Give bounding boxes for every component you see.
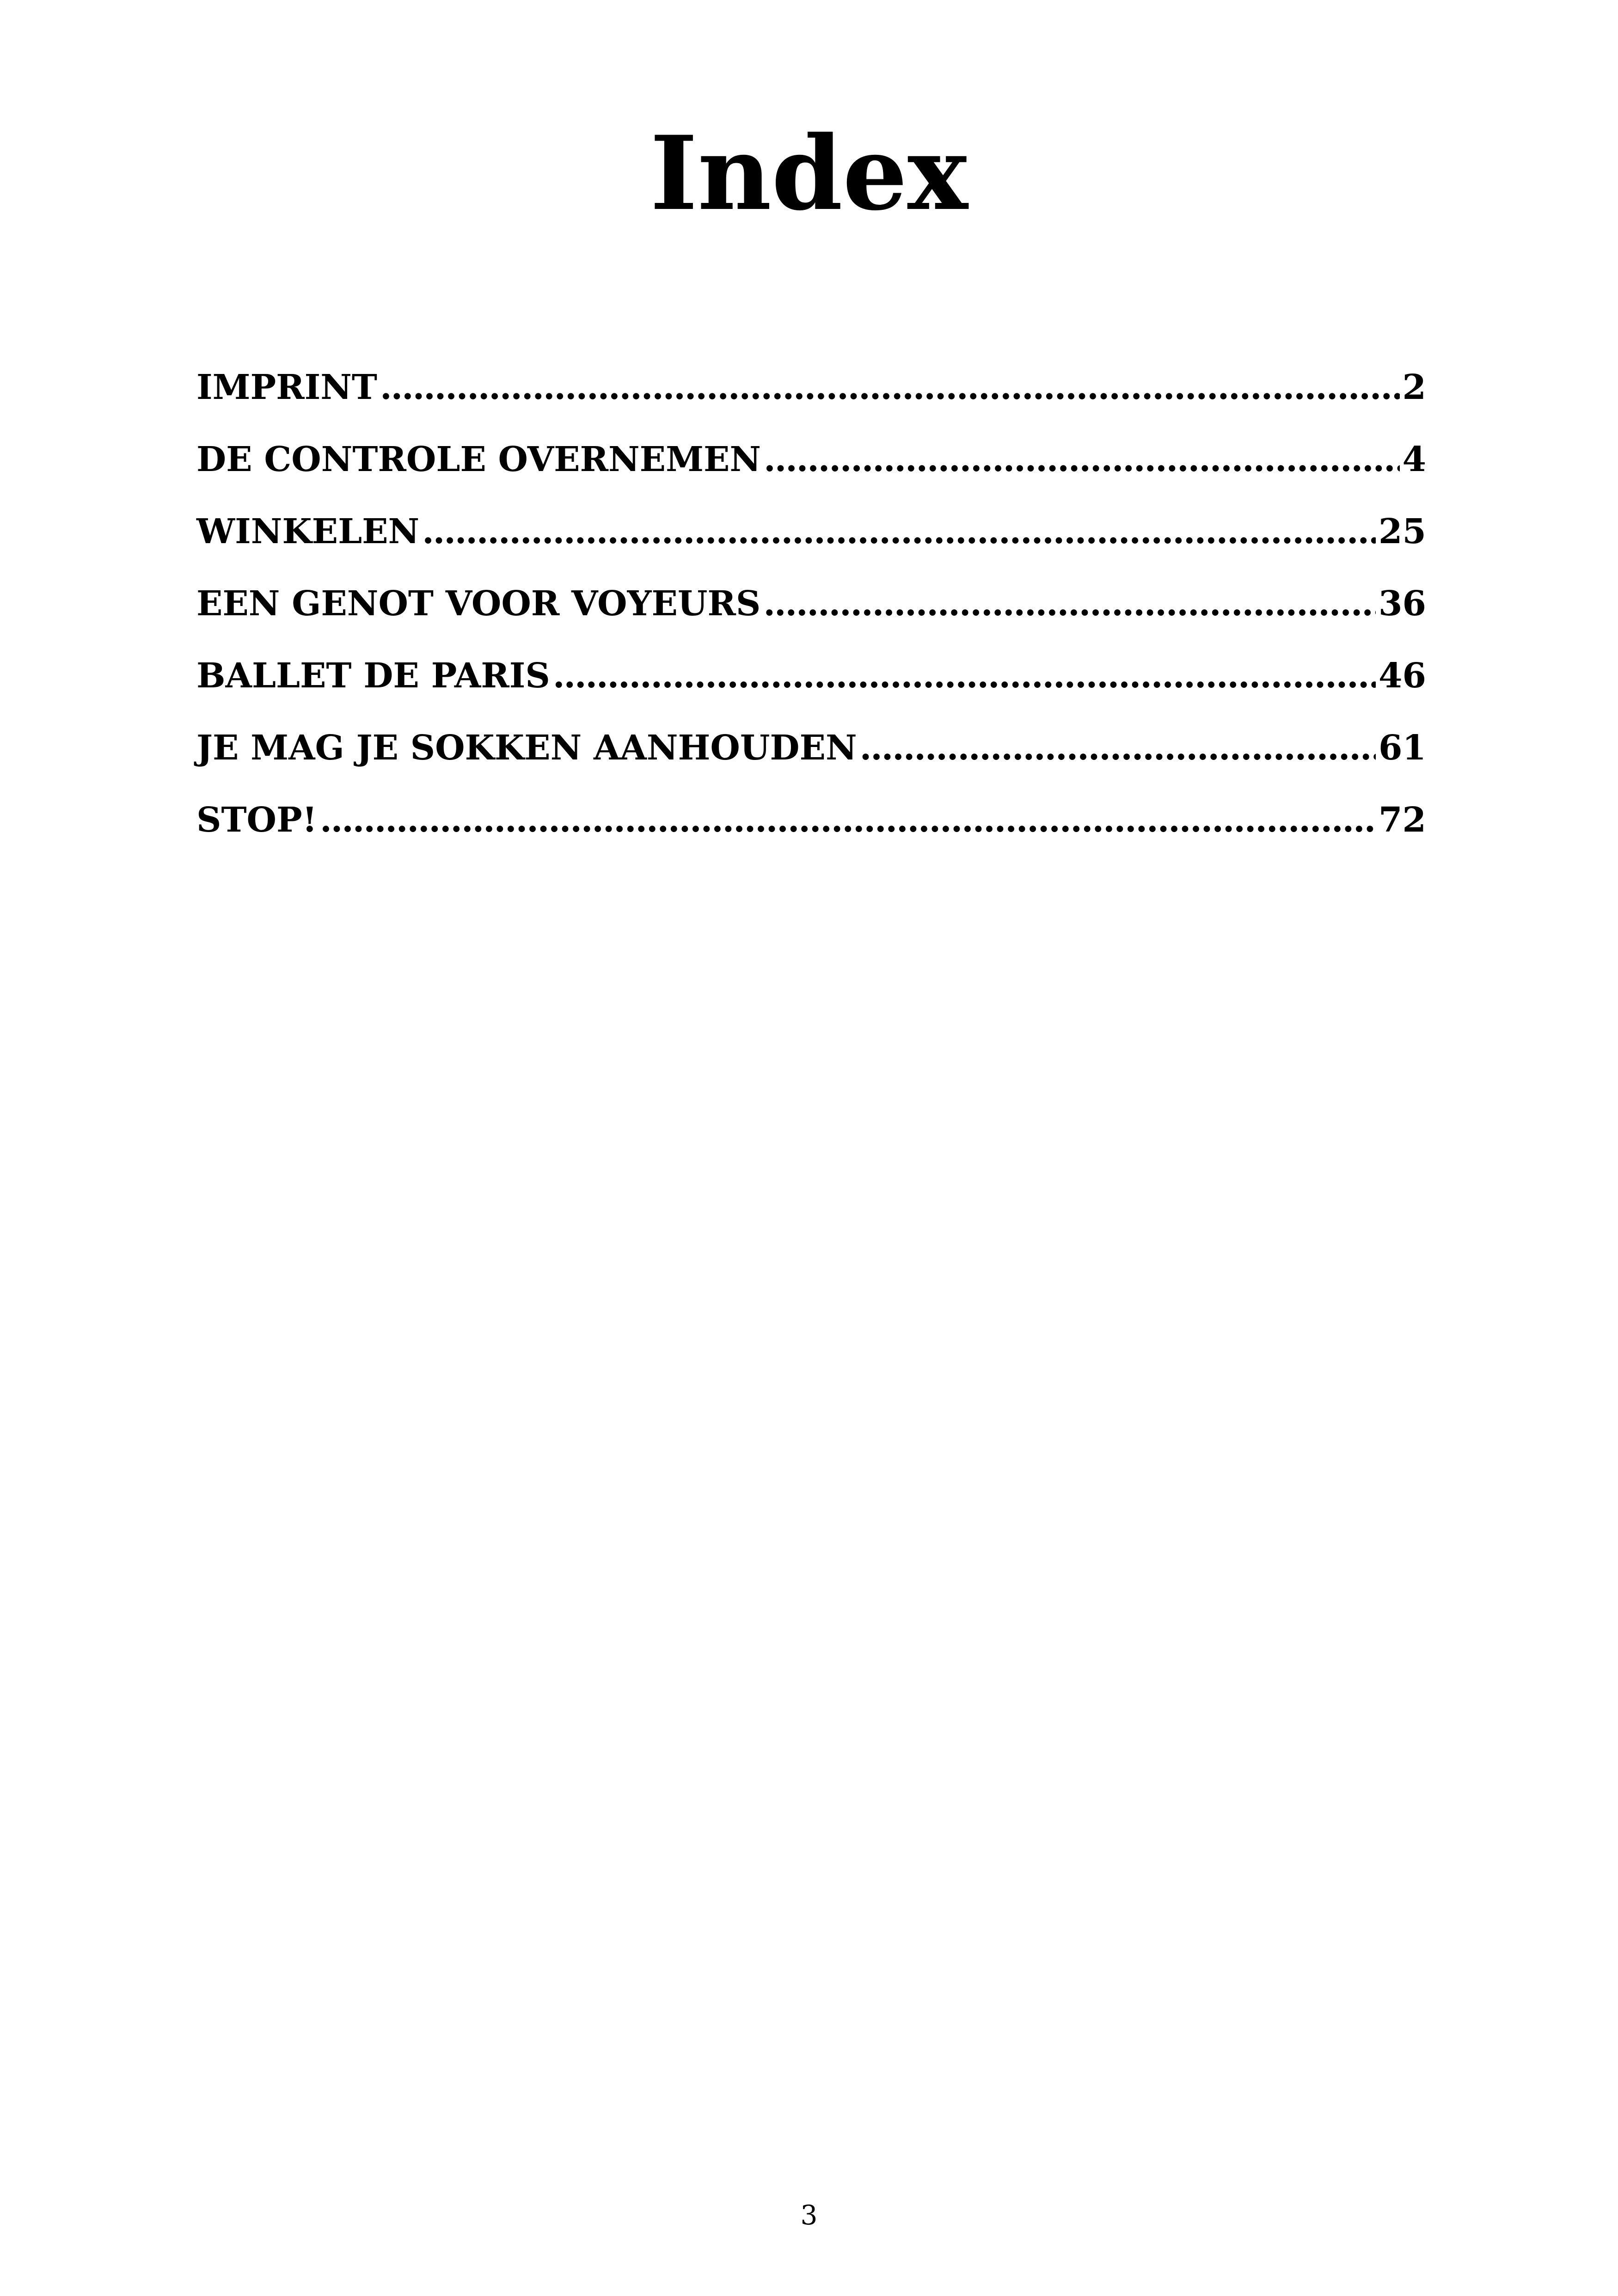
- toc-entry-een-genot-voor-voyeurs[interactable]: [196, 578, 1426, 650]
- toc-dot-leader: [553, 650, 1376, 701]
- toc-entry-page: 4: [1402, 440, 1426, 479]
- toc-entry-title: STOP!: [196, 800, 318, 840]
- toc-dot-leader: [860, 722, 1376, 773]
- toc-entry-stop[interactable]: [196, 795, 1426, 867]
- toc-entry-imprint[interactable]: [196, 362, 1426, 434]
- toc-entry-page: 36: [1379, 584, 1426, 624]
- toc-entry-winkelen[interactable]: [196, 506, 1426, 578]
- toc-entry-page: 72: [1379, 800, 1426, 840]
- toc-entry-page: 61: [1379, 728, 1426, 768]
- toc-entry-je-mag-je-sokken-aanhouden[interactable]: [196, 722, 1426, 795]
- toc-dot-leader: [763, 578, 1376, 629]
- toc-dot-leader: [764, 434, 1399, 485]
- table-of-contents: [196, 362, 1426, 867]
- toc-entry-title: JE MAG JE SOKKEN AANHOUDEN: [196, 728, 857, 768]
- toc-entry-title: EEN GENOT VOOR VOYEURS: [196, 584, 761, 624]
- toc-entry-page: 25: [1379, 512, 1426, 551]
- toc-entry-title: DE CONTROLE OVERNEMEN: [196, 440, 761, 479]
- page-title: Index: [650, 113, 968, 233]
- toc-entry-de-controle-overnemen[interactable]: [196, 434, 1426, 506]
- toc-dot-leader: [380, 362, 1400, 413]
- toc-dot-leader: [320, 795, 1376, 845]
- toc-entry-title: IMPRINT: [196, 367, 377, 407]
- toc-entry-page: 46: [1379, 656, 1426, 696]
- toc-dot-leader: [422, 506, 1376, 557]
- toc-entry-title: BALLET DE PARIS: [196, 656, 550, 696]
- page-number: 3: [800, 2199, 818, 2231]
- toc-entry-page: 2: [1402, 367, 1426, 407]
- toc-entry-ballet-de-paris[interactable]: [196, 650, 1426, 722]
- toc-entry-title: WINKELEN: [196, 512, 420, 551]
